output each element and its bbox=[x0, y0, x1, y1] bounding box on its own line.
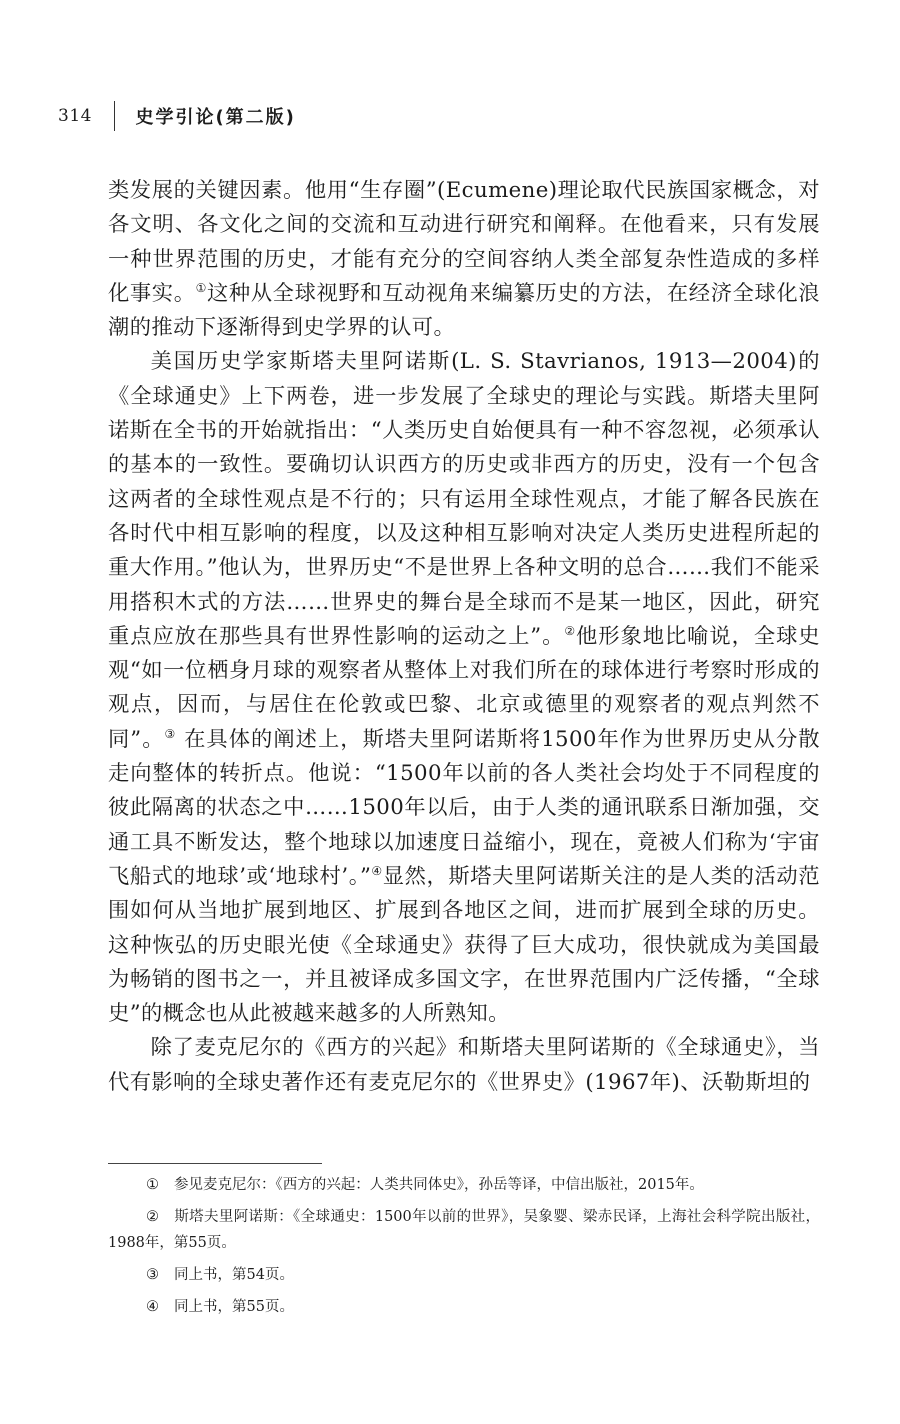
footnote-item bbox=[108, 1262, 820, 1288]
footnote-text: 参见麦克尼尔：《西方的兴起：人类共同体史》，孙岳等译，中信出版社，2015年。 bbox=[174, 1177, 704, 1193]
main-text bbox=[108, 174, 820, 1100]
text-run: 他形象地比喻说，全球史观“如一位栖身月球的观察者从整体上对我们所在的球体进行考察时形成的观点，因而，与居住在伦敦或巴黎、北京或德里的观察者的观点判然不同”。 bbox=[108, 623, 820, 752]
page-number: 314 bbox=[58, 106, 92, 126]
footnote-separator bbox=[108, 1163, 322, 1164]
footnote-text: 同上书，第54页。 bbox=[174, 1267, 294, 1283]
footnote-reference: ② bbox=[564, 623, 577, 638]
footnote-marker: ① bbox=[146, 1177, 159, 1193]
footnote-reference: ③ bbox=[164, 726, 177, 741]
footnote-marker: ③ bbox=[146, 1267, 159, 1283]
paragraph bbox=[108, 1031, 820, 1100]
text-run: 类发展的关键因素。他用“生存圈”(Ecumene)理论取代民族国家概念，对各文明、各文化之间的交流和互动进行研究和阐释。在他看来，只有发展一种世界范围的历史，才能有充分的空间容纳人类全部复杂性造成的多样化事实。 bbox=[108, 178, 820, 306]
text-run: 在具体的阐述上，斯塔夫里阿诺斯将1500年作为世界历史从分散走向整体的转折点。他说：“1500年以前的各人类社会均处于不同程度的彼此隔离的状态之中……1500年以后，由于人类的通讯联系日渐加强，交通工具不断发达，整个地球以加速度日益缩小，现在，竟被人们称为‘宇宙飞船式的地球’或‘地球村’。” bbox=[108, 726, 820, 889]
footnote-reference: ① bbox=[195, 280, 207, 295]
footnote-marker: ④ bbox=[146, 1299, 159, 1315]
text-run: 美国历史学家斯塔夫里阿诺斯(L. S. Stavrianos, 1913—2004)的《全球通史》上下两卷，进一步发展了全球史的理论与实践。斯塔夫里阿诺斯在全书的开始就指出：“人类历史自始便具有一种不容忽视，必须承认的基本的一致性。要确切认识西方的历史或非西方的历史，没有一个包含这两者的全球性观点是不行的；只有运用全球性观点，才能了解各民族在各时代中相互影响的程度，以及这种相互影响对决定人类历史进程所起的重大作用。”他认为，世界历史“不是世界上各种文明的总合……我们不能采用搭积木式的方法……世界史的舞台是全球而不是某一地区，因此，研究重点应放在那些具有世界性影响的运动之上”。 bbox=[108, 349, 820, 649]
footnote-text: 斯塔夫里阿诺斯：《全球通史：1500年以前的世界》，吴象婴、梁赤民译，上海社会科学院出版社，1988年，第55页。 bbox=[108, 1209, 820, 1251]
footnote-item bbox=[108, 1294, 820, 1320]
footnote-item bbox=[108, 1172, 820, 1198]
book-title: 史学引论(第二版) bbox=[135, 107, 296, 128]
footnote-item bbox=[108, 1204, 820, 1256]
text-run: 这种从全球视野和互动视角来编纂历史的方法，在经济全球化浪潮的推动下逐渐得到史学界的认可。 bbox=[108, 280, 820, 341]
running-header bbox=[58, 100, 296, 132]
header-divider bbox=[114, 101, 116, 131]
footnote-reference: ④ bbox=[371, 863, 383, 878]
text-run: 显然，斯塔夫里阿诺斯关注的是人类的活动范围如何从当地扩展到地区、扩展到各地区之间，进而扩展到全球的历史。这种恢弘的历史眼光使《全球通史》获得了巨大成功，很快就成为美国最为畅销的图书之一，并且被译成多国文字，在世界范围内广泛传播，“全球史”的概念也从此被越来越多的人所熟知。 bbox=[108, 863, 820, 1027]
text-run: 除了麦克尼尔的《西方的兴起》和斯塔夫里阿诺斯的《全球通史》，当代有影响的全球史著作还有麦克尼尔的《世界史》(1967年)、沃勒斯坦的 bbox=[108, 1035, 820, 1095]
paragraph bbox=[108, 174, 820, 345]
footnote-text: 同上书，第55页。 bbox=[174, 1299, 294, 1315]
paragraph bbox=[108, 345, 820, 1031]
footnote-marker: ② bbox=[146, 1209, 159, 1225]
footnotes bbox=[108, 1172, 820, 1326]
